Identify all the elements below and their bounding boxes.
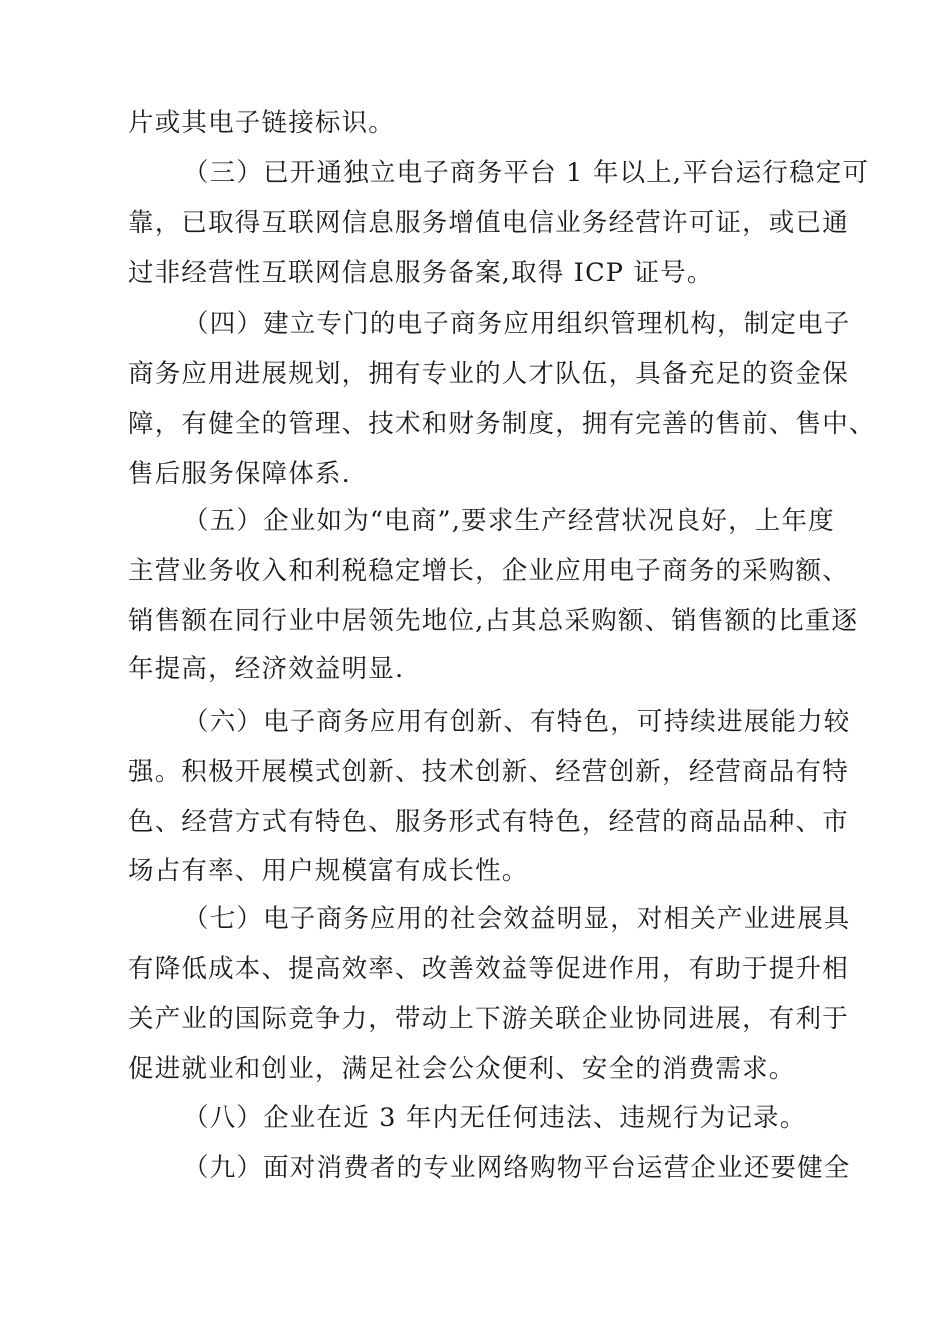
clause-5-line-3: 销售额在同行业中居领先地位,占其总采购额、销售额的比重逐 xyxy=(128,606,859,636)
clause-6-line-1: （六）电子商务应用有创新、有特色，可持续进展能力较 xyxy=(183,707,851,737)
text-line-continuation: 片或其电子链接标识。 xyxy=(128,108,396,138)
clause-3-line-1: （三）已开通独立电子商务平台 1 年以上,平台运行稳定可 xyxy=(183,158,870,188)
clause-5-line-4: 年提高，经济效益明显. xyxy=(128,654,405,684)
clause-5-line-2: 主营业务收入和利税稳定增长，企业应用电子商务的采购额、 xyxy=(128,556,849,586)
clause-7-line-1: （七）电子商务应用的社会效益明显，对相关产业进展具 xyxy=(183,904,851,934)
clause-5-line-1: （五）企业如为“电商”,要求生产经营状况良好，上年度 xyxy=(183,506,835,536)
clause-4-line-2: 商务应用进展规划，拥有专业的人才队伍，具备充足的资金保 xyxy=(128,359,849,389)
clause-4-line-4: 售后服务保障体系. xyxy=(128,459,351,489)
clause-6-line-4: 场占有率、用户规模富有成长性。 xyxy=(128,856,529,886)
clause-7-line-2: 有降低成本、提高效率、改善效益等促进作用，有助于提升相 xyxy=(128,954,849,984)
clause-4-line-1: （四）建立专门的电子商务应用组织管理机构，制定电子 xyxy=(183,309,851,339)
clause-7-line-3: 关产业的国际竞争力，带动上下游关联企业协同进展，有利于 xyxy=(128,1004,849,1034)
clause-4-line-3: 障，有健全的管理、技术和财务制度，拥有完善的售前、售中、 xyxy=(128,409,876,439)
clause-3-line-2: 靠，已取得互联网信息服务增值电信业务经营许可证，或已通 xyxy=(128,208,849,238)
clause-7-line-4: 促进就业和创业，满足社会公众便利、安全的消费需求。 xyxy=(128,1054,796,1084)
clause-9-line-1: （九）面对消费者的专业网络购物平台运营企业还要健全 xyxy=(183,1153,851,1183)
clause-6-line-3: 色、经营方式有特色、服务形式有特色，经营的商品品种、市 xyxy=(128,807,849,837)
clause-6-line-2: 强。积极开展模式创新、技术创新、经营创新，经营商品有特 xyxy=(128,757,849,787)
clause-3-line-3: 过非经营性互联网信息服务备案,取得 ICP 证号。 xyxy=(128,258,714,288)
clause-8-line-1: （八）企业在近 3 年内无任何违法、违规行为记录。 xyxy=(183,1103,807,1133)
